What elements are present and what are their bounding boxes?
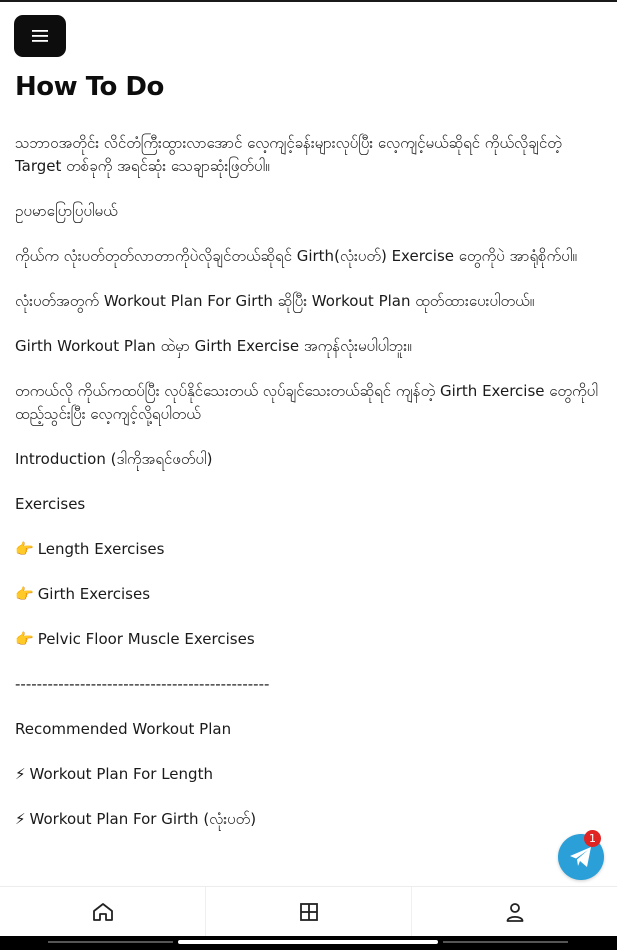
gesture-hint-right: [443, 941, 568, 943]
length-exercises-link[interactable]: [15, 538, 605, 561]
pelvic-floor-exercises-link[interactable]: [15, 628, 605, 651]
link-text: Length Exercises: [37, 540, 165, 558]
home-icon: [92, 902, 114, 922]
girth-plan-note: [15, 335, 605, 358]
article-content: [15, 132, 605, 853]
recommended-plan-heading: [15, 718, 605, 741]
girth-focus-paragraph: [15, 245, 605, 268]
top-divider: [0, 0, 617, 2]
pointing-hand-icon: 👉: [15, 630, 34, 648]
link-text: Workout Plan For Girth (လုံးပတ်): [29, 810, 257, 828]
link-text: Pelvic Floor Muscle Exercises: [37, 630, 255, 648]
introduction-link[interactable]: [15, 448, 605, 471]
notification-badge: 1: [584, 830, 601, 847]
example-heading: [15, 200, 605, 223]
user-icon: [506, 902, 524, 922]
paragraph-text: Exercises: [15, 495, 86, 513]
bottom-navigation: [0, 886, 617, 937]
nav-home[interactable]: [0, 887, 206, 937]
paragraph-text: Recommended Workout Plan: [15, 720, 232, 738]
intro-paragraph: [15, 132, 605, 178]
link-text: Workout Plan For Length: [29, 765, 213, 783]
home-gesture-handle[interactable]: [178, 940, 438, 944]
paragraph-text: Girth Workout Plan ထဲမှာ Girth Exercise အကုန်လုံးမပါပါဘူး။: [15, 337, 412, 355]
paragraph-text: ကိုယ်က လုံးပတ်တုတ်လာတာကိုပဲလိုချင်တယ်ဆိုရင် Girth(လုံးပတ်) Exercise တွေကိုပဲ အာရုံစိုက်ပါ။: [15, 247, 577, 265]
page-title: How To Do: [15, 72, 164, 102]
girth-exercises-link[interactable]: [15, 583, 605, 606]
link-text: Girth Exercises: [37, 585, 151, 603]
nav-grid[interactable]: [206, 887, 412, 937]
telegram-icon: [569, 846, 593, 868]
paragraph-text: တကယ်လို ကိုယ်ကထပ်ပြီး လုပ်နိုင်သေးတယ် လုပ်ချင်သေးတယ်ဆိုရင် ကျန်တဲ့ Girth Exercise တွေကိုပါ ထည့်သွင်းပြီး လေ့ကျင့်လို့ရပါတယ်: [15, 382, 598, 423]
paragraph-text: သဘာဝအတိုင်း လိင်တံကြီးထွားလာအောင် လေ့ကျင့်ခန်းများလုပ်ပြီး လေ့ကျင့်မယ်ဆိုရင် ကိုယ်လိုချင်တဲ့ Target တစ်ခုကို အရင်ဆုံး သေချာဆုံးဖြတ်ပါ။: [15, 134, 562, 175]
paragraph-text: ဥပမာပြောပြပါမယ်: [15, 202, 118, 220]
gesture-hint-left: [48, 941, 173, 943]
menu-button[interactable]: [14, 15, 66, 57]
paragraph-text: Introduction (ဒါကိုအရင်ဖတ်ပါ): [15, 450, 213, 468]
girth-plan-paragraph: [15, 290, 605, 313]
pointing-hand-icon: 👉: [15, 540, 34, 558]
nav-profile[interactable]: [412, 887, 617, 937]
lightning-icon: ⚡: [15, 810, 26, 828]
grid-icon: [300, 903, 318, 921]
separator-text: -----------------------------------------------: [15, 675, 270, 693]
pointing-hand-icon: 👉: [15, 585, 34, 603]
hamburger-menu-icon: [32, 30, 48, 42]
girth-plan-link[interactable]: [15, 808, 605, 831]
dashed-separator: [15, 673, 605, 696]
lightning-icon: ⚡: [15, 765, 26, 783]
paragraph-text: လုံးပတ်အတွက် Workout Plan For Girth ဆိုပြီး Workout Plan ထုတ်ထားပေးပါတယ်။: [15, 292, 535, 310]
length-plan-link[interactable]: [15, 763, 605, 786]
extra-exercise-paragraph: [15, 380, 605, 426]
exercises-heading: [15, 493, 605, 516]
